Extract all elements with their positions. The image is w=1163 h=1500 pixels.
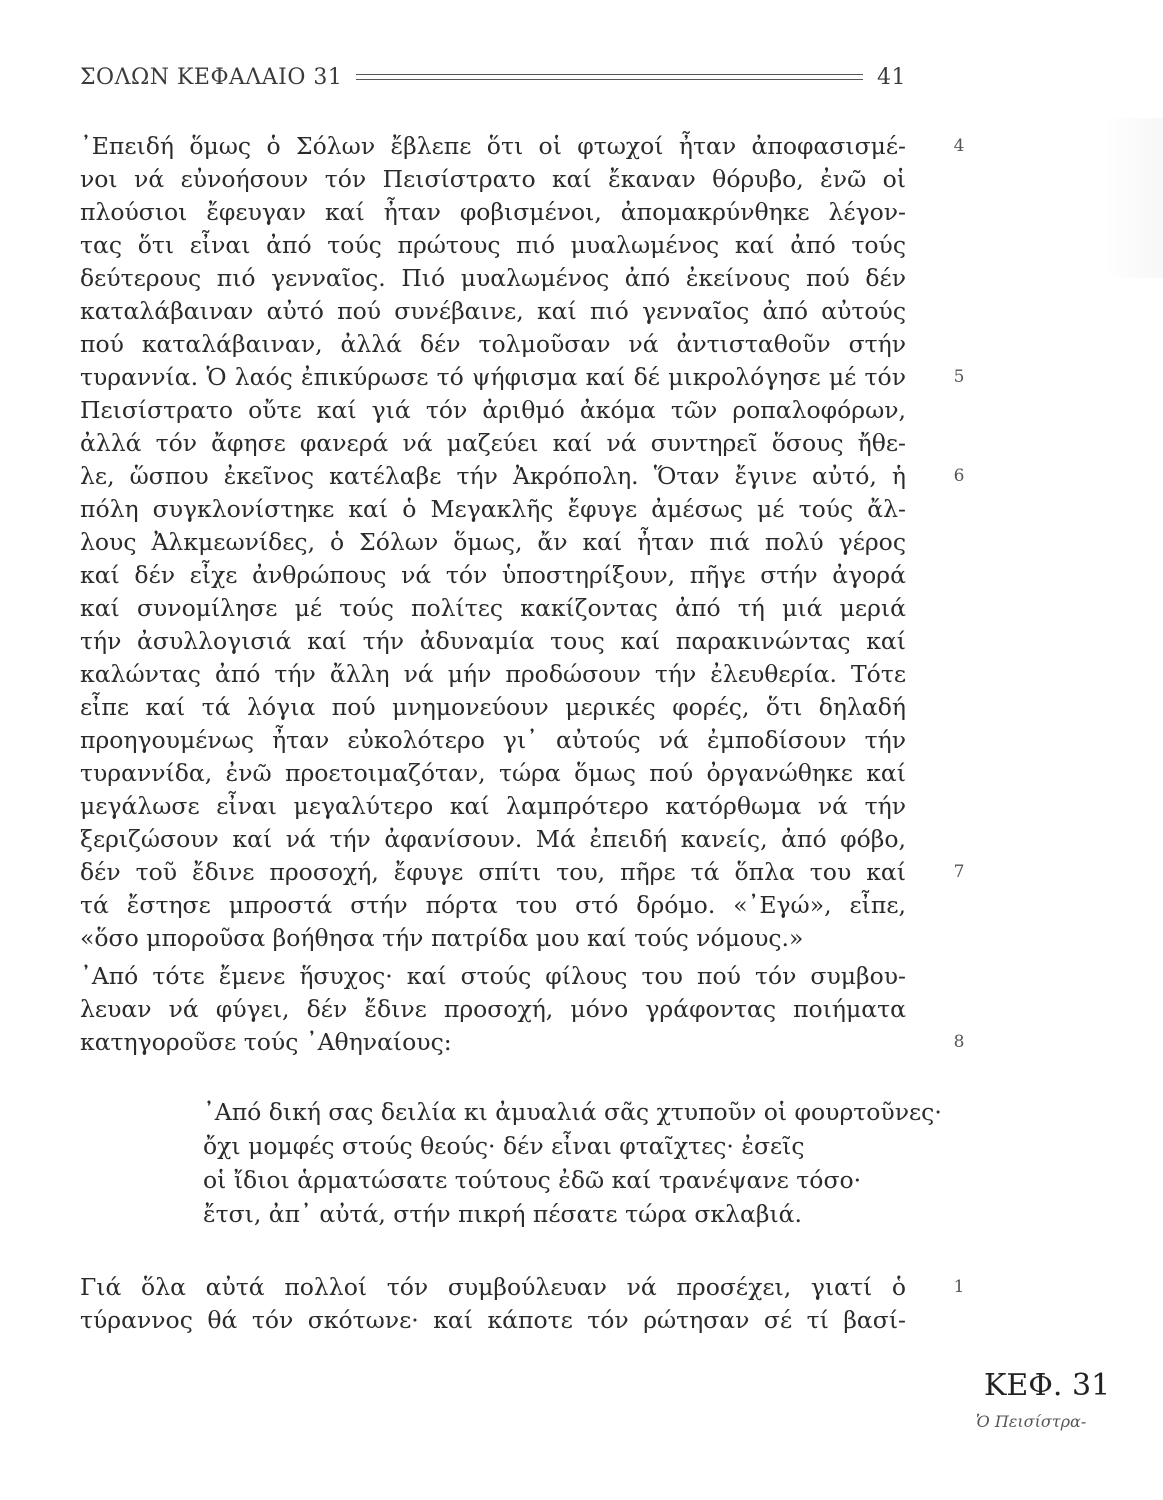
text-line: λους Ἀλκμεωνίδες, ὁ Σόλων ὅμως, ἄν καί ἦταν πιά πολύ γέρος bbox=[80, 528, 906, 556]
text-line: τυραννία. Ὁ λαός ἐπικύρωσε τό ψήφισμα καί δέ μικρολόγησε μέ τόν bbox=[80, 363, 906, 391]
text-line: ἀλλά τόν ἄφησε φανερά νά μαζεύει καί νά συντηρεῖ ὅσους ἤθε- bbox=[80, 429, 906, 457]
text-line: τυραννίδα, ἐνῶ προετοιμαζόταν, τώρα ὅμως πού ὀργανώθηκε καί bbox=[80, 759, 906, 787]
header-title: ΣΟΛΩΝ ΚΕΦΑΛΑΙΟ 31 bbox=[80, 64, 343, 90]
text-line: τά ἔστησε μπροστά στήν πόρτα του στό δρόμο. «᾿Εγώ», εἶπε, bbox=[80, 891, 906, 919]
text-line: προηγουμένως ἦταν εὐκολότερο γι᾿ αὐτούς νά ἐμποδίσουν τήν bbox=[80, 726, 906, 754]
facing-page-bleed bbox=[1103, 118, 1163, 278]
text-line: πλούσιοι ἔφευγαν καί ἦταν φοβισμένοι, ἀπομακρύνθηκε λέγον- bbox=[80, 198, 906, 226]
margin-number: 4 bbox=[953, 136, 965, 156]
text-line: λε, ὥσπου ἐκεῖνος κατέλαβε τήν Ἀκρόπολη. Ὅταν ἔγινε αὐτό, ἡ bbox=[80, 462, 906, 490]
text-line: καί συνομίλησε μέ τούς πολίτες κακίζοντας ἀπό τή μιά μεριά bbox=[80, 594, 906, 622]
text-line: δεύτερους πιό γενναῖος. Πιό μυαλωμένος ἀπό ἐκείνους πού δέν bbox=[80, 264, 906, 292]
running-header bbox=[80, 60, 906, 94]
text-line: Γιά ὅλα αὐτά πολλοί τόν συμβούλευαν νά προσέχει, γιατί ὁ bbox=[80, 1273, 906, 1301]
text-line: πού καταλάβαιναν, ἀλλά δέν τολμοῦσαν νά ἀντισταθοῦν στήν bbox=[80, 330, 906, 358]
text-line: καί δέν εἶχε ἀνθρώπους νά τόν ὑποστηρίξουν, πῆγε στήν ἀγορά bbox=[80, 561, 906, 589]
text-line: μεγάλωσε εἶναι μεγαλύτερο καί λαμπρότερο κατόρθωμα νά τήν bbox=[80, 792, 906, 820]
page-number: 41 bbox=[877, 64, 906, 90]
text-line: δέν τοῦ ἔδινε προσοχή, ἔφυγε σπίτι του, πῆρε τά ὅπλα του καί bbox=[80, 858, 906, 886]
text-line: καλώντας ἀπό τήν ἄλλη νά μήν προδώσουν τήν ἐλευθερία. Τότε bbox=[80, 660, 906, 688]
text-line: ᾿Από τότε ἔμενε ἥσυχος· καί στούς φίλους του πού τόν συμβου- bbox=[80, 962, 906, 990]
text-line: καταλάβαιναν αὐτό πού συνέβαινε, καί πιό γενναῖος ἀπό αὐτούς bbox=[80, 297, 906, 325]
text-line: εἶπε καί τά λόγια πού μνημονεύουν μερικές φορές, ὅτι δηλαδή bbox=[80, 693, 906, 721]
margin-number: 8 bbox=[953, 1032, 965, 1052]
verse-line: ὄχι μομφές στούς θεούς· δέν εἶναι φταῖχτες· ἐσεῖς bbox=[203, 1132, 805, 1160]
margin-number: 5 bbox=[953, 367, 965, 387]
text-line: τας ὅτι εἶναι ἀπό τούς πρώτους πιό μυαλωμένος καί ἀπό τούς bbox=[80, 231, 906, 259]
chapter-marker: ΚΕΦ. 31 bbox=[984, 1368, 1111, 1403]
verse-line: ᾿Από δική σας δειλία κι ἀμυαλιά σᾶς χτυποῦν οἱ φουρτοῦνες· bbox=[203, 1098, 942, 1126]
margin-number: 7 bbox=[953, 862, 965, 882]
verse-line: ἔτσι, ἀπ᾿ αὐτά, στήν πικρή πέσατε τώρα σκλαβιά. bbox=[203, 1200, 803, 1228]
text-line: ξεριζώσουν καί νά τήν ἀφανίσουν. Μά ἐπειδή κανείς, ἀπό φόβο, bbox=[80, 825, 906, 853]
text-line: νοι νά εὐνοήσουν τόν Πεισίστρατο καί ἔκαναν θόρυβο, ἐνῶ οἱ bbox=[80, 165, 906, 193]
text-line: τύραννος θά τόν σκότωνε· καί κάποτε τόν ρώτησαν σέ τί βασί- bbox=[80, 1306, 906, 1334]
text-line: ᾿Επειδή ὅμως ὁ Σόλων ἔβλεπε ὅτι οἱ φτωχοί ἦταν ἀποφασισμέ- bbox=[80, 132, 906, 160]
text-line: Πεισίστρατο οὔτε καί γιά τόν ἀριθμό ἀκόμα τῶν ροπαλοφόρων, bbox=[80, 396, 906, 424]
text-line: λευαν νά φύγει, δέν ἔδινε προσοχή, μόνο γράφοντας ποιήματα bbox=[80, 995, 906, 1023]
verse-line: οἱ ἴδιοι ἁρματώσατε τούτους ἐδῶ καί τρανέψανε τόσο· bbox=[203, 1166, 862, 1194]
margin-number: 6 bbox=[953, 466, 965, 486]
text-line: πόλη συγκλονίστηκε καί ὁ Μεγακλῆς ἔφυγε ἀμέσως μέ τούς ἄλ- bbox=[80, 495, 906, 523]
chapter-subtitle: Ὁ Πεισίστρα- bbox=[976, 1412, 1087, 1431]
text-line: κατηγοροῦσε τούς ᾿Αθηναίους: bbox=[80, 1028, 452, 1056]
text-line: «ὅσο μποροῦσα βοήθησα τήν πατρίδα μου καί τούς νόμους.» bbox=[80, 924, 804, 952]
text-line: τήν ἀσυλλογισιά καί τήν ἀδυναμία τους καί παρακινώντας καί bbox=[80, 627, 906, 655]
header-rule bbox=[356, 74, 863, 80]
margin-number: 1 bbox=[953, 1277, 965, 1297]
